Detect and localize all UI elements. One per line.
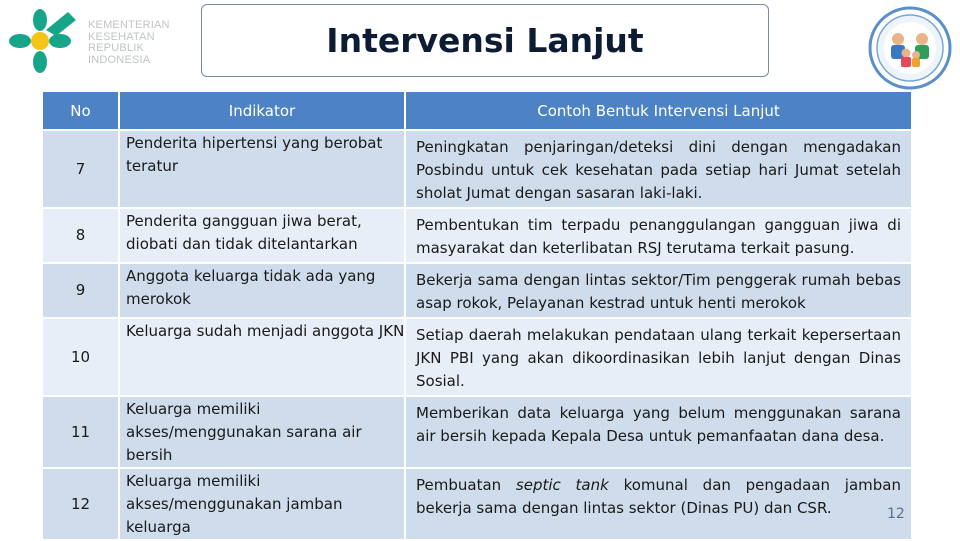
page-number: 12 <box>887 506 905 522</box>
row-no: 9 <box>42 263 119 318</box>
row-contoh <box>405 468 912 540</box>
row-no: 10 <box>42 318 119 396</box>
table-header-row <box>42 91 912 130</box>
row-indikator: Keluarga memiliki akses/menggunakan jamban keluarga <box>119 468 405 540</box>
row-contoh: Bekerja sama dengan lintas sektor/Tim penggerak rumah bebas asap rokok, Pelayanan kestrad untuk henti merokok <box>405 263 912 318</box>
logo-line-1: KEMENTERIAN <box>88 19 170 31</box>
family-seal-icon <box>865 6 955 90</box>
row-indikator: Keluarga sudah menjadi anggota JKN <box>119 318 405 396</box>
page-title: Intervensi Lanjut <box>326 21 644 60</box>
table-row <box>42 263 912 318</box>
logo-line-2: KESEHATAN <box>88 30 155 43</box>
logo-text <box>88 20 170 66</box>
row-contoh-pre: Pembuatan <box>416 476 516 494</box>
table-row <box>42 318 912 396</box>
title-box <box>201 4 769 77</box>
row-no: 12 <box>42 468 119 540</box>
family-seal <box>865 6 955 90</box>
row-no: 8 <box>42 208 119 263</box>
row-contoh: Setiap daerah melakukan pendataan ulang terkait kepersertaan JKN PBI yang akan dikoordinasikan lebih lanjut dengan Dinas Sosial. <box>405 318 912 396</box>
table-row <box>42 130 912 208</box>
logo-line-4: INDONESIA <box>88 53 151 66</box>
header-no: No <box>42 91 119 130</box>
row-no: 11 <box>42 396 119 468</box>
row-no: 7 <box>42 130 119 208</box>
row-indikator: Penderita hipertensi yang berobat teratur <box>119 130 405 208</box>
row-contoh: Pembentukan tim terpadu penanggulangan gangguan jiwa di masyarakat dan keterlibatan RSJ terutama terkait pasung. <box>405 208 912 263</box>
header-indikator: Indikator <box>119 91 405 130</box>
row-contoh: Memberikan data keluarga yang belum menggunakan sarana air bersih kepada Kepala Desa untuk pemanfaatan dana desa. <box>405 396 912 468</box>
intervention-table <box>41 90 913 541</box>
table-row <box>42 468 912 540</box>
logo-line-3: REPUBLIK <box>88 42 145 54</box>
table-row <box>42 208 912 263</box>
table-row <box>42 396 912 468</box>
kemenkes-emblem-icon <box>6 6 86 76</box>
row-contoh-post: komunal dan pengadaan jamban bekerja sama dengan lintas sektor (Dinas PU) dan CSR. <box>416 476 901 517</box>
row-contoh-em: septic tank <box>515 476 609 494</box>
row-contoh: Peningkatan penjaringan/deteksi dini dengan mengadakan Posbindu untuk cek kesehatan pada setiap hari Jumat setelah sholat Jumat dengan sasaran laki-laki. <box>405 130 912 208</box>
header-contoh: Contoh Bentuk Intervensi Lanjut <box>405 91 912 130</box>
row-indikator: Keluarga memiliki akses/menggunakan sarana air bersih <box>119 396 405 468</box>
row-indikator: Penderita gangguan jiwa berat, diobati dan tidak ditelantarkan <box>119 208 405 263</box>
row-indikator: Anggota keluarga tidak ada yang merokok <box>119 263 405 318</box>
kemenkes-logo <box>6 6 176 76</box>
